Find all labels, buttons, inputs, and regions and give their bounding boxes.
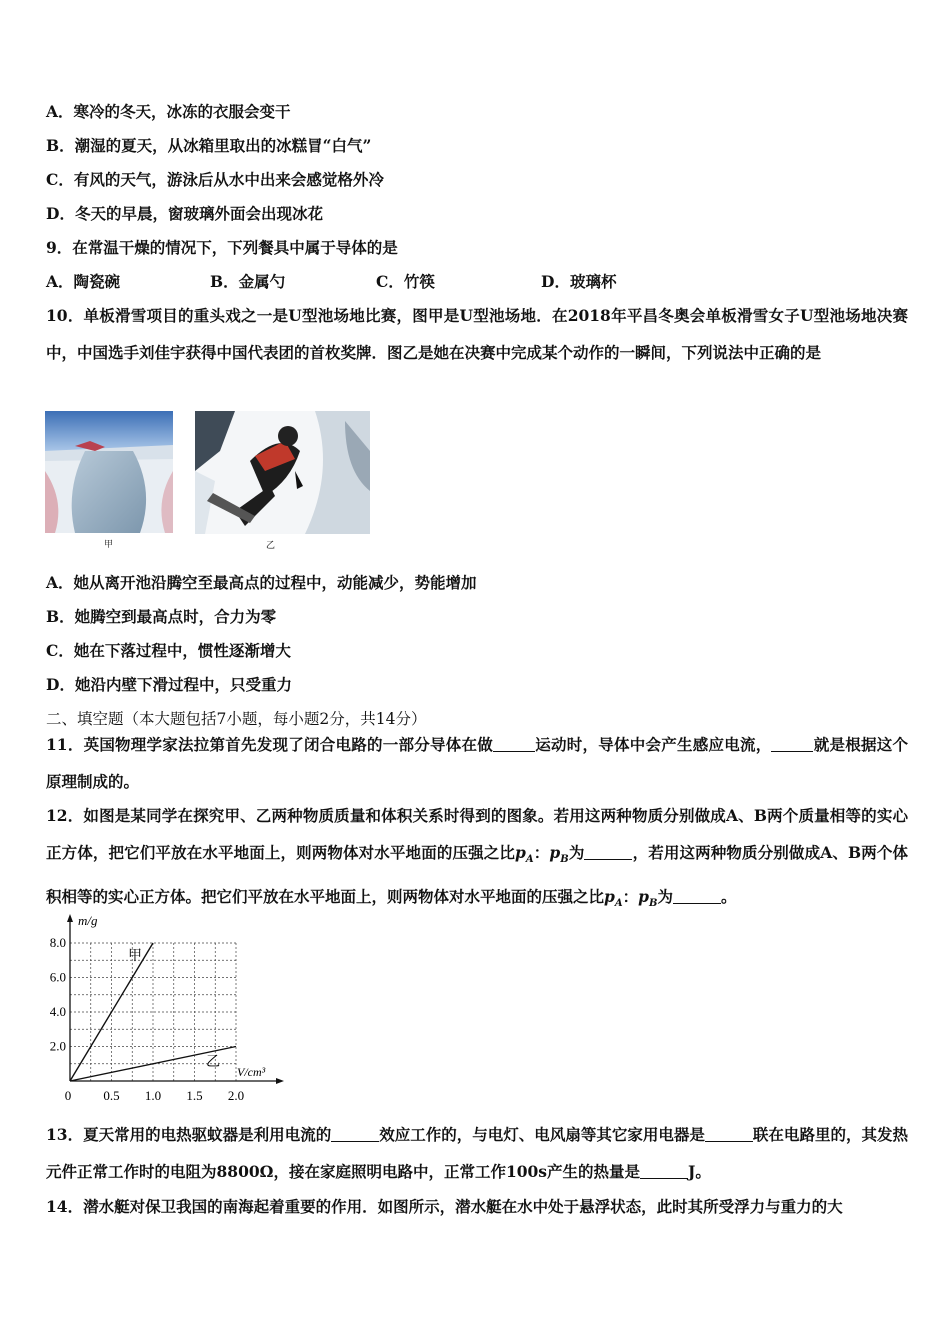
q13-part2: 效应工作的，与电灯、电风扇等其它家用电器是 (379, 1125, 705, 1144)
q12-blank-1[interactable] (584, 843, 632, 860)
q8-option-a: A．寒冷的冬天，冰冻的衣服会变干 (46, 102, 291, 121)
q12-colon: ： (533, 843, 550, 862)
q12-wei: 为 (568, 843, 585, 862)
x-tick-label: 2.0 (227, 1088, 245, 1103)
q8-option-b: B．潮湿的夏天，从冰箱里取出的冰糕冒“白气” (46, 136, 372, 155)
y-tick-label: 4.0 (49, 1004, 66, 1019)
q13-part1: 13．夏天常用的电热驱蚊器是利用电流的 (46, 1125, 332, 1144)
x-tick-label: 0 (64, 1088, 72, 1103)
caption-jia: 甲 (104, 540, 114, 550)
q11-part2: 运动时，导体中会产生感应电流， (535, 735, 772, 754)
q10-option-c: C．她在下落过程中，惯性逐渐增大 (46, 641, 291, 660)
caption-yi: 乙 (266, 541, 276, 551)
q12 (46, 797, 908, 922)
q13-part3: 联在电路里的，其发热元件正常工作时的电阻为8800Ω，接在家庭照明电路中，正常工作100s产生的热量是 (46, 1125, 908, 1181)
q9-option-c: C．竹筷 (376, 272, 435, 291)
q12-wei-2: 为 (657, 887, 673, 907)
halfpipe-photo (45, 411, 173, 533)
q10-stem: 10．单板滑雪项目的重头戏之一是U型池场地比赛，图甲是U型池场地．在2018年平昌冬奥会单板滑雪女子U型池场地决赛中，中国选手刘佳宇获得中国代表团的首枚奖牌．图乙是她在决赛中完成某个动作的一瞬间，下列说法中正确的是 (46, 306, 908, 362)
q12-colon-2: ： (622, 887, 639, 907)
q9-stem: 9．在常温干燥的情况下，下列餐具中属于导体的是 (46, 238, 398, 257)
mass-volume-graph (40, 910, 290, 1105)
snowboarder-photo (195, 411, 370, 534)
x-axis-arrow (276, 1078, 284, 1084)
y-tick-label: 6.0 (49, 969, 66, 985)
x-tick-label: 1.0 (144, 1088, 162, 1103)
q12-pressure-b-2: $p_B$ (638, 887, 658, 910)
q11-part3: 就是根据这个原理制成的。 (46, 735, 908, 791)
series-label-yi: 乙 (206, 1055, 220, 1070)
q10-option-d: D．她沿内壁下滑过程中，只受重力 (46, 675, 292, 694)
q12-pressure-a: $p_A$ (515, 843, 534, 866)
q12-blank-2[interactable] (673, 887, 721, 904)
q12-pressure-b: $p_B$ (549, 843, 569, 866)
q9-option-a: A．陶瓷碗 (46, 272, 121, 291)
q10-option-b: B．她腾空到最高点时，合力为零 (46, 607, 277, 626)
q8-option-c: C．有风的天气，游泳后从水中出来会感觉格外冷 (46, 170, 384, 189)
q12-part1: 12．如图是某同学在探究甲、乙两种物质质量和体积关系时得到的图象。若用这两种物质分别做成A、B两个质量相等的实心正方体，把它们平放在水平地面上，则两物体对水平地面的压强之比 (46, 806, 908, 862)
x-tick-label: 0.5 (103, 1088, 120, 1103)
q10-option-a: A．她从离开池沿腾空至最高点的过程中，动能减少，势能增加 (46, 573, 477, 592)
q11-blank-1[interactable] (493, 735, 535, 752)
q12-end: 。 (720, 887, 737, 907)
q13-blank-1[interactable] (331, 1125, 379, 1142)
q12-part2: ，若用这两种物质分别做成A、B两个体积相等的实心正方体。把它们平放在水平地面上，则两物体对水平地面的压强之比 (46, 843, 908, 907)
q13 (46, 1116, 908, 1190)
section-title: 二、填空题（本大题包括7小题，每小题2分，共14分） (46, 710, 427, 728)
q11-part1: 11．英国物理学家法拉第首先发现了闭合电路的一部分导体在做 (46, 735, 494, 754)
q11 (46, 726, 908, 800)
q13-blank-3[interactable] (640, 1162, 688, 1179)
y-tick-label: 2.0 (49, 1038, 66, 1054)
q11-blank-2[interactable] (771, 735, 813, 752)
x-tick-label: 1.5 (186, 1088, 203, 1103)
y-tick-label: 8.0 (49, 935, 66, 950)
q13-blank-2[interactable] (705, 1125, 753, 1142)
q13-part4: J。 (688, 1162, 711, 1181)
x-axis-label: V/cm³ (237, 1065, 266, 1079)
q9-option-d: D．玻璃杯 (541, 272, 617, 291)
q9-option-b: B．金属勺 (210, 272, 286, 291)
q8-option-d: D．冬天的早晨，窗玻璃外面会出现冰花 (46, 204, 323, 223)
q12-pressure-a-2: $p_A$ (604, 887, 623, 910)
q14-stem: 14．潜水艇对保卫我国的南海起着重要的作用．如图所示，潜水艇在水中处于悬浮状态，此时其所受浮力与重力的大 (46, 1197, 843, 1216)
y-axis-label: m/g (78, 913, 98, 928)
y-axis-arrow (67, 914, 73, 922)
series-label-jia: 甲 (128, 949, 142, 964)
